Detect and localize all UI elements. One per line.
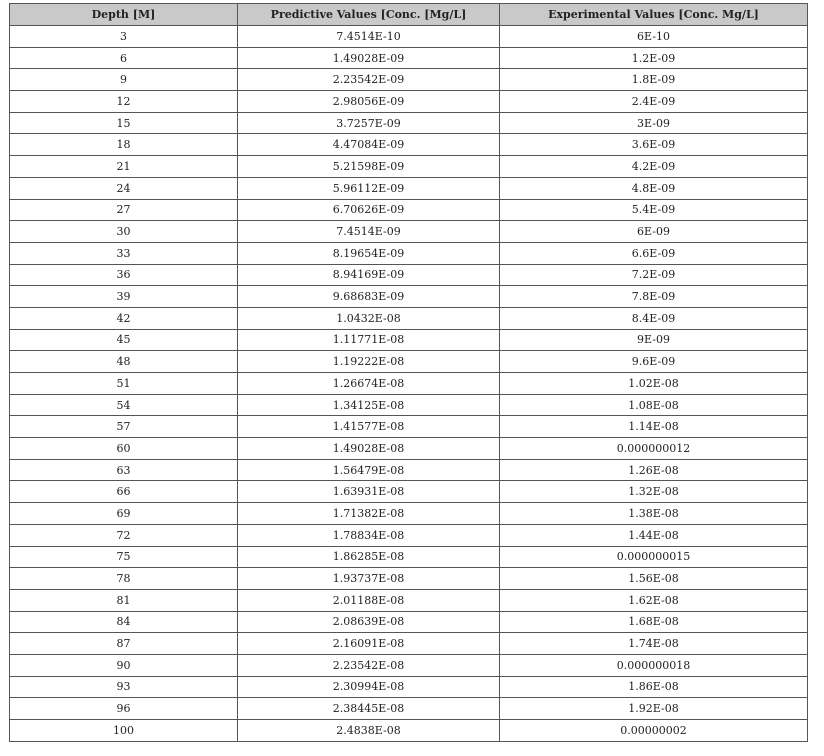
cell-depth: 42 (10, 307, 238, 329)
table-row (10, 307, 808, 329)
table-row (10, 286, 808, 308)
cell-experimental-value: 6E-10 (500, 26, 808, 48)
cell-depth: 60 (10, 438, 238, 460)
cell-predictive-value: 1.0432E-08 (238, 307, 500, 329)
table-row (10, 134, 808, 156)
table-row (10, 546, 808, 568)
cell-experimental-value: 6E-09 (500, 221, 808, 243)
cell-predictive-value: 8.94169E-09 (238, 264, 500, 286)
table-row (10, 524, 808, 546)
cell-experimental-value: 1.32E-08 (500, 481, 808, 503)
cell-depth: 54 (10, 394, 238, 416)
table-row (10, 459, 808, 481)
cell-predictive-value: 2.08639E-08 (238, 611, 500, 633)
cell-depth: 6 (10, 47, 238, 69)
cell-predictive-value: 1.49028E-09 (238, 47, 500, 69)
table-row (10, 654, 808, 676)
cell-predictive-value: 1.41577E-08 (238, 416, 500, 438)
cell-experimental-value: 0.000000012 (500, 438, 808, 460)
table-row (10, 242, 808, 264)
table-body (10, 26, 808, 742)
table-row (10, 47, 808, 69)
cell-depth: 84 (10, 611, 238, 633)
cell-depth: 48 (10, 351, 238, 373)
cell-depth: 21 (10, 156, 238, 178)
cell-predictive-value: 1.93737E-08 (238, 568, 500, 590)
table-row (10, 329, 808, 351)
table-row (10, 394, 808, 416)
cell-experimental-value: 4.8E-09 (500, 177, 808, 199)
cell-depth: 45 (10, 329, 238, 351)
table-row (10, 611, 808, 633)
cell-predictive-value: 2.98056E-09 (238, 91, 500, 113)
cell-experimental-value: 1.2E-09 (500, 47, 808, 69)
cell-predictive-value: 7.4514E-10 (238, 26, 500, 48)
cell-experimental-value: 2.4E-09 (500, 91, 808, 113)
cell-depth: 69 (10, 503, 238, 525)
cell-experimental-value: 1.68E-08 (500, 611, 808, 633)
table-row (10, 503, 808, 525)
cell-experimental-value: 9E-09 (500, 329, 808, 351)
cell-depth: 87 (10, 633, 238, 655)
table-header-row (10, 4, 808, 26)
cell-predictive-value: 2.23542E-09 (238, 69, 500, 91)
cell-experimental-value: 1.86E-08 (500, 676, 808, 698)
cell-depth: 66 (10, 481, 238, 503)
cell-depth: 3 (10, 26, 238, 48)
cell-depth: 39 (10, 286, 238, 308)
table-row (10, 351, 808, 373)
depth-concentration-table (9, 3, 808, 742)
cell-depth: 18 (10, 134, 238, 156)
cell-depth: 9 (10, 69, 238, 91)
cell-depth: 51 (10, 373, 238, 395)
cell-predictive-value: 2.4838E-08 (238, 720, 500, 742)
header-depth: Depth [M] (10, 4, 238, 26)
table-row (10, 26, 808, 48)
cell-predictive-value: 1.71382E-08 (238, 503, 500, 525)
cell-experimental-value: 1.44E-08 (500, 524, 808, 546)
cell-predictive-value: 6.70626E-09 (238, 199, 500, 221)
cell-depth: 72 (10, 524, 238, 546)
cell-predictive-value: 1.34125E-08 (238, 394, 500, 416)
table-row (10, 589, 808, 611)
cell-predictive-value: 1.26674E-08 (238, 373, 500, 395)
table-row (10, 568, 808, 590)
cell-depth: 30 (10, 221, 238, 243)
header-predictive-values: Predictive Values [Conc. [Mg/L] (238, 4, 500, 26)
table-row (10, 69, 808, 91)
cell-depth: 93 (10, 676, 238, 698)
table-row (10, 676, 808, 698)
data-table-container (9, 3, 808, 742)
cell-depth: 78 (10, 568, 238, 590)
table-row (10, 91, 808, 113)
cell-experimental-value: 1.8E-09 (500, 69, 808, 91)
cell-experimental-value: 1.26E-08 (500, 459, 808, 481)
cell-experimental-value: 1.02E-08 (500, 373, 808, 395)
cell-experimental-value: 7.8E-09 (500, 286, 808, 308)
cell-experimental-value: 7.2E-09 (500, 264, 808, 286)
cell-predictive-value: 5.21598E-09 (238, 156, 500, 178)
cell-depth: 33 (10, 242, 238, 264)
table-row (10, 156, 808, 178)
cell-depth: 36 (10, 264, 238, 286)
cell-experimental-value: 1.38E-08 (500, 503, 808, 525)
cell-predictive-value: 3.7257E-09 (238, 112, 500, 134)
cell-depth: 63 (10, 459, 238, 481)
cell-predictive-value: 5.96112E-09 (238, 177, 500, 199)
table-row (10, 438, 808, 460)
header-experimental-values: Experimental Values [Conc. Mg/L] (500, 4, 808, 26)
cell-predictive-value: 2.01188E-08 (238, 589, 500, 611)
cell-predictive-value: 1.56479E-08 (238, 459, 500, 481)
cell-experimental-value: 0.000000018 (500, 654, 808, 676)
cell-experimental-value: 0.000000015 (500, 546, 808, 568)
table-row (10, 264, 808, 286)
cell-predictive-value: 1.11771E-08 (238, 329, 500, 351)
cell-experimental-value: 1.74E-08 (500, 633, 808, 655)
cell-experimental-value: 1.92E-08 (500, 698, 808, 720)
cell-experimental-value: 3.6E-09 (500, 134, 808, 156)
cell-depth: 90 (10, 654, 238, 676)
cell-predictive-value: 2.16091E-08 (238, 633, 500, 655)
cell-experimental-value: 4.2E-09 (500, 156, 808, 178)
cell-predictive-value: 4.47084E-09 (238, 134, 500, 156)
cell-experimental-value: 6.6E-09 (500, 242, 808, 264)
cell-predictive-value: 2.38445E-08 (238, 698, 500, 720)
cell-experimental-value: 3E-09 (500, 112, 808, 134)
table-row (10, 481, 808, 503)
cell-depth: 15 (10, 112, 238, 134)
cell-experimental-value: 1.08E-08 (500, 394, 808, 416)
cell-predictive-value: 1.19222E-08 (238, 351, 500, 373)
cell-depth: 96 (10, 698, 238, 720)
cell-experimental-value: 0.00000002 (500, 720, 808, 742)
cell-depth: 75 (10, 546, 238, 568)
cell-depth: 100 (10, 720, 238, 742)
cell-experimental-value: 1.14E-08 (500, 416, 808, 438)
table-row (10, 416, 808, 438)
cell-depth: 27 (10, 199, 238, 221)
cell-experimental-value: 1.62E-08 (500, 589, 808, 611)
cell-experimental-value: 1.56E-08 (500, 568, 808, 590)
cell-experimental-value: 9.6E-09 (500, 351, 808, 373)
table-row (10, 373, 808, 395)
cell-depth: 57 (10, 416, 238, 438)
table-row (10, 720, 808, 742)
table-row (10, 177, 808, 199)
cell-experimental-value: 8.4E-09 (500, 307, 808, 329)
cell-predictive-value: 7.4514E-09 (238, 221, 500, 243)
table-row (10, 221, 808, 243)
cell-predictive-value: 8.19654E-09 (238, 242, 500, 264)
cell-predictive-value: 2.30994E-08 (238, 676, 500, 698)
cell-predictive-value: 1.86285E-08 (238, 546, 500, 568)
cell-predictive-value: 1.63931E-08 (238, 481, 500, 503)
cell-predictive-value: 1.49028E-08 (238, 438, 500, 460)
cell-predictive-value: 9.68683E-09 (238, 286, 500, 308)
cell-depth: 81 (10, 589, 238, 611)
cell-experimental-value: 5.4E-09 (500, 199, 808, 221)
table-row (10, 698, 808, 720)
table-row (10, 199, 808, 221)
table-row (10, 112, 808, 134)
cell-depth: 24 (10, 177, 238, 199)
cell-predictive-value: 2.23542E-08 (238, 654, 500, 676)
table-row (10, 633, 808, 655)
cell-predictive-value: 1.78834E-08 (238, 524, 500, 546)
cell-depth: 12 (10, 91, 238, 113)
